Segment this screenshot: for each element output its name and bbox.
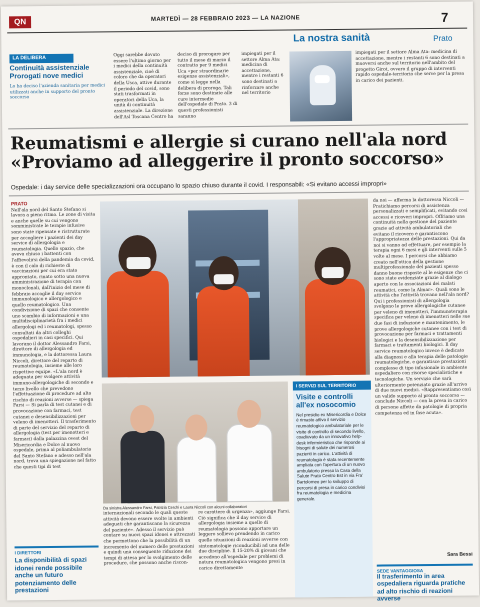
article-kicker: PRATO bbox=[10, 202, 28, 208]
strip-tag: LA DELIBERA bbox=[9, 54, 73, 64]
doctor-center-face bbox=[185, 414, 207, 440]
masthead-rule bbox=[7, 28, 467, 34]
photo-person-center bbox=[197, 286, 250, 377]
article-left-body: Nell'ala nord del Santo Stefano si lavora a pieno ritmo. Le zone di visita e anche quelle su cui vengono somministrate le terapie infusive sono state ripensate e ristrutturate per accogliere i pazienti dei day service di allergologia e reumatologia. Quello spazio, che aveva chiuso i battenti con l'affievolirsi della pandemia da covid, è con il calo di richieste di vaccinazioni per cui era stato approntato, rinato sotto una nuova amministrazione di terapia con monoclonali, dall'inizio del mese di febbraio accoglie il day service immunologico e allergologico e quello reumatologico. Una condivisione di spazi che consente uno scambio di informazioni e una multidisciplinarietà fra i medici allergologi ed i reumatologi, spesso consultati da altri colleghi ospedalieri in casi specifici. Qui lavorano il dottor Alessandro Farsi, direttore di allergologia ed immunologia, e la dottoressa Laura Niccoli, direttore del reparto di reumatologia, insieme alle loro rispettive equipe. «L'ala nord è adeguata per svolgere attività immuno-allergologiche di secondo e terzo livello che prevedono l'effettuazione di procedure ad alto rischio di reazioni avverse — spiega Farsi — Si parla di test cutanei e di provocazione con farmaci, test cutanei e desensibilizzazioni per veleno di imenotteri. Il trasferimento di parte del servizio del reparto di allergologia (test per imenotteri e farmaci) dalla palazzina ovest del Misericordia e Dolce al nuovo ospedale, prima al poliambulatorio del Santo Stefano e adesso nell'ala nord, trova una spiegazione nel fatto che questi tipi di test bbox=[11, 207, 96, 471]
article-lower-column-a: internazionali secondo le quali queste attività devono essere svolte in ambienti adeguati che garantiscano la sicurezza del paziente». Adesso il servizio può contare su nuovi spazi idonei e attrezzati che permettono che la possibilità di un incremento del numero delle prestazioni e quindi una conseguente riduzione dei tempi di attesa per lo svolgimento delle procedure, che possono anche riscon- bbox=[103, 510, 196, 567]
newspaper-logo: QN bbox=[9, 16, 31, 28]
strip-column-1: Oggi sarebbe dovuto essere l'ultimo giorno per i medici della continuità assistenziale, cioè di coloro che da operatori della Usca, attive durante il periodo del covid, sono stati trasformati in operatori della Uca, la unità di continuità assistenziale. La direzione dell'Asl Toscana Centro ha bbox=[113, 52, 174, 120]
photo-head-center bbox=[209, 256, 239, 290]
strip-column-4: impiegati per il settore Alma Ata: medicina di accettazione, mentre i restanti 6 sono destinati a muoversi anche sul territorio nell'ambito del progetto Girot, ovvero il gruppo di interventi rapido ospedale-territorio che serve per la presa in carico dei pazienti. bbox=[355, 49, 465, 84]
photo-mask-left bbox=[127, 257, 151, 269]
main-photo bbox=[100, 199, 370, 378]
doctor-left bbox=[120, 431, 165, 503]
nurse-figure bbox=[310, 65, 336, 105]
sidebar-title: Visite e controlli all'ex nosocomio bbox=[295, 391, 356, 410]
photo-mask-right bbox=[322, 267, 344, 278]
doctor-left-face bbox=[130, 405, 154, 433]
sidebar-body: Nel presidio ex Misericordia e Dolce è rimasto attivo il servizio reumatologico ambulatoriale per le visite di controllo di secondo livello, coadiuvato da un innovativo help-desk infermieristico che risponde ai bisogni di salute dei numerosi pazienti in carico. L'attività di reumatologia è stata recentemente ampliata con l'apertura di un nuovo ambulatorio presso la Casa della Salute Prato Centro Est in via Fra' Bartolomeo per lo sviluppo di percorsi di presa in carico condivisi fra reumatologia e medicina generale. bbox=[296, 411, 367, 502]
bottom-right-title: Il trasferimento in area ospedaliera riguarda pratiche ad alto rischio di reazioni avverse bbox=[376, 572, 466, 603]
article-right-column: da noi — afferma la dottoressa Niccoli — Pratichiamo percorsi di assistenza personalizzati e semplificati, evitando così accessi e ricoveri impropri. Offriamo una continuità nella gestione del paziente grazie ad attività ambulatoriali che evitano il ricovero e garantiscono l'appropriatezza delle prestazioni. Qui da noi si vanno ad effettuare, per esempio la terapia ogni 6 mesi e gli interventi sulle 5 volte al mese. I percorsi che abbiamo creato nell'ottica della gestione multiprofessionale del pazienti spesso danno buone risposte al le esigenze che ci sono state evidenziate grazie al dialogo aperto con le associazioni dei malati reumatici, come la Almar». Quali sono le attività che l'attività trovano nell'ala nord? Qui i professionisti di allergologia svolgono le prove allergologiche cutanee per veleno di imenotteri, l'immunoterapia specifica per veleno di imenotteri nelle sue due fasi di induzione e mantenimento, le prove allergologiche cutanee con i test di provocazione per farmaci e trattamenti biologici e la desensibilizzazione per farmaci e trattamenti biologici. Il day service reumatologico invece è dedicato alla diagnosi e alla terapia delle patologie reumatologiche, e garantisce prestazioni complesse di tipo infusionale in ambiente ospedaliero con risorse specialistiche e tecnologiche. Un servizio che sarà ulteriormente potenziato grazie all'arrivo di due nuovi medici. «Rappresentiamo così un valido supporto al pronto soccorso — conclude Niccoli — con la presa in carico di persone affette da patologie di propria competenza ed in fase acuta». bbox=[372, 197, 471, 417]
newspaper-page bbox=[1, 2, 479, 601]
article-headline bbox=[10, 130, 468, 173]
bottom-left-tag: I DIRETTORI bbox=[14, 550, 42, 556]
photo-person-left bbox=[107, 271, 170, 378]
dateline: MARTEDÌ — 28 FEBBRAIO 2023 — LA NAZIONE bbox=[151, 15, 300, 23]
photo-caption: Da sinistra Alessandro Farsi, Patrizia Cerchi e Laura Niccoli con alcuni collaboratori bbox=[103, 503, 247, 511]
bottom-right-box bbox=[376, 564, 473, 603]
doctor-center bbox=[176, 436, 217, 502]
article-lower-column-b: re carattere di urgenza», aggiunge Farsi. Ciò significa che il day service di allergologia insieme a quello di reumatologia possono apportare un leggero sollievo prendendo in carico quelle situazioni di reazioni avverse con sintomatologie riconducibili ad una delle due discipline. Il 15-20% di giovani che accedono all'ospedale per problemi di natura reumatologica vengono presi in carico direttamente bbox=[198, 509, 291, 572]
page-number: 7 bbox=[440, 9, 449, 25]
sidebar-box bbox=[293, 381, 373, 598]
section-title: La nostra sanità bbox=[293, 32, 371, 45]
section-city: Prato bbox=[433, 33, 453, 43]
strip-subtitle: Lo ha deciso l'azienda sanitaria per medici utilizzati anche in supporto del pronto soccorso bbox=[9, 83, 106, 101]
bottom-left-title: La disponibilità di spazi idonei rende possibile anche un futuro potenziamento delle prestazioni bbox=[14, 556, 87, 595]
headline-line-2: «Proviamo ad alleggerire il pronto soccorso» bbox=[10, 147, 445, 174]
photo-head-right bbox=[314, 247, 350, 285]
article-signature: Sara Bessi bbox=[447, 551, 473, 558]
headline-line-1: Reumatismi e allergie si curano nell'ala nord bbox=[10, 128, 448, 155]
strip-title: Continuità assistenziale Prorogati nove medici bbox=[9, 64, 90, 81]
strip-photo bbox=[289, 51, 352, 122]
article-left-column bbox=[11, 202, 99, 548]
sidebar-tag: I SERVIZI SUL TERRITORIO bbox=[293, 381, 371, 391]
bottom-left-box bbox=[15, 545, 100, 596]
photo-person-right bbox=[305, 279, 366, 376]
doctor-right bbox=[226, 424, 273, 502]
strip-column-2: deciso di prorogare per tutto il mese di marzo il contratto per 9 medici Uca «per straordinarie esigenze assistenziali», come si legge nella delibera di proroga. Tali forze sono destinate alle cure intermedie dell'ospedale di Prato. 3 di questi professionisti saranno bbox=[177, 52, 238, 120]
doctor-right-face bbox=[237, 400, 261, 428]
photo-mask-center bbox=[214, 274, 234, 284]
bottom-right-tag: SEDE VANTAGGIOSA bbox=[376, 568, 424, 574]
face-mask-shape bbox=[315, 75, 330, 83]
doctors-photo bbox=[102, 382, 289, 504]
article-deck: Ospedale: i day service delle specializzazioni ora occupano lo spazio chiuso durante il covid. I responsabili: «Si evitano accessi impropri» bbox=[10, 180, 387, 192]
strip-column-3: impiegati per il settore Alma Ata: medicina di accettazione, mentre i restanti 6 sono destinati a rinforzare anche nel territorio bbox=[241, 51, 284, 97]
